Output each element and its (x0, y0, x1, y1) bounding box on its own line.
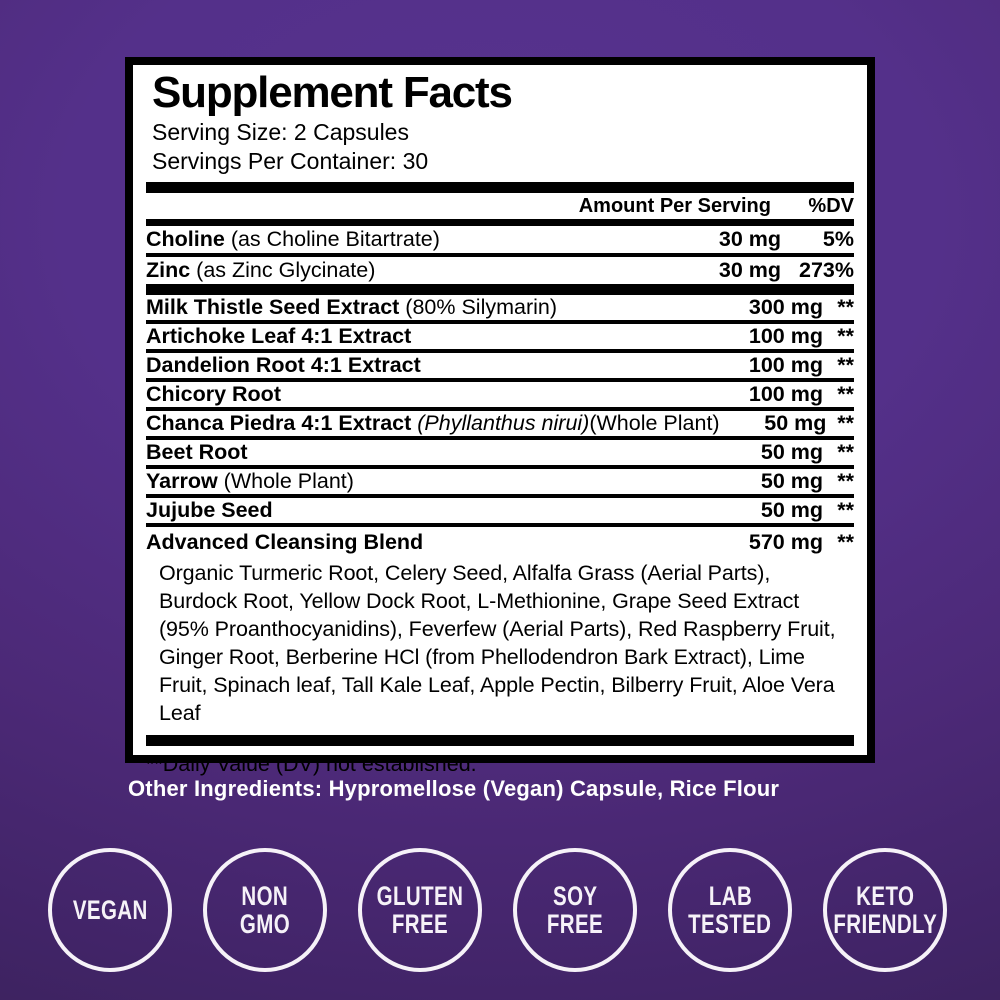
ingredient-name: Artichoke Leaf 4:1 Extract (146, 324, 412, 348)
table-row-dandelion (146, 353, 854, 382)
other-ingredients: Other Ingredients: Hypromellose (Vegan) Capsule, Rice Flour (128, 776, 780, 801)
amount-value: 100 mg (748, 382, 823, 406)
table-row-chanca-piedra (146, 411, 854, 440)
ingredient-name: Zinc (as Zinc Glycinate) (146, 258, 376, 282)
ingredient-name: Jujube Seed (146, 498, 273, 522)
ingredient-name: Dandelion Root 4:1 Extract (146, 353, 421, 377)
badge-label: GLUTEN (376, 881, 464, 911)
serving-size: Serving Size: 2 Capsules (152, 119, 409, 145)
ingredient-name: Chanca Piedra 4:1 Extract (Phyllanthus nirui)(Whole Plant) (146, 411, 720, 435)
dv-value: ** (837, 324, 854, 348)
badge-non-gmo (203, 848, 327, 972)
ingredient-name: Milk Thistle Seed Extract (80% Silymarin) (146, 295, 558, 319)
badge-label: TESTED (688, 909, 772, 939)
badge-label: FREE (546, 909, 604, 939)
amount-value: 570 mg (748, 530, 823, 554)
amount-value: 300 mg (748, 295, 823, 319)
amount-value: 50 mg (764, 411, 827, 435)
badge-vegan (48, 848, 172, 972)
panel-title: Supplement Facts (152, 68, 512, 117)
divider-bar-thick (146, 182, 854, 193)
table-row-milk-thistle (146, 295, 854, 324)
badge-label: GMO (239, 909, 291, 939)
badge-gluten-free (358, 848, 482, 972)
ingredient-name: Chicory Root (146, 382, 281, 406)
badge-label: SOY (552, 881, 598, 911)
table-row-artichoke (146, 324, 854, 353)
column-header-dv: %DV (808, 194, 854, 217)
column-header-amount: Amount Per Serving (578, 194, 771, 217)
dv-value: ** (837, 530, 854, 554)
badge-label: FREE (391, 909, 449, 939)
badge-label: FRIENDLY (833, 909, 937, 939)
ingredient-name: Beet Root (146, 440, 248, 464)
dv-value: ** (837, 469, 854, 493)
ingredient-name: Advanced Cleansing Blend (146, 530, 424, 554)
amount-value: 100 mg (748, 324, 823, 348)
amount-value: 50 mg (760, 440, 823, 464)
table-row-yarrow (146, 469, 854, 498)
supplement-facts-panel (125, 57, 875, 776)
ingredient-name: Choline (as Choline Bitartrate) (146, 227, 440, 251)
badge-label: NON (241, 881, 289, 911)
ingredient-name: Yarrow (Whole Plant) (146, 469, 354, 493)
blend-ingredient-list: Organic Turmeric Root, Celery Seed, Alfalfa Grass (Aerial Parts), Burdock Root, Yellow Dock Root, L-Methionine, Grape Seed Extract (95% Proanthocyanidins), Feverfew (Aerial Parts), Red Raspberry Fruit, Ginger Root, Berberine HCl (from Phellodendron Bark Extract), Lime Fruit, Spinach leaf, Tall Kale Leaf, Apple Pectin, Bilberry Fruit, Aloe Vera Leaf (159, 561, 836, 725)
amount-value: 50 mg (760, 498, 823, 522)
daily-value-footnote: **Daily Value (DV) not established. (146, 752, 477, 776)
dv-value: ** (837, 382, 854, 406)
dv-value: 5% (822, 227, 854, 251)
amount-value: 50 mg (760, 469, 823, 493)
badge-label: VEGAN (72, 895, 148, 925)
amount-value: 30 mg (718, 227, 781, 251)
table-row-choline (146, 226, 854, 257)
badge-soy-free (513, 848, 637, 972)
amount-value: 30 mg (718, 258, 781, 282)
amount-value: 100 mg (748, 353, 823, 377)
divider-bar-medium (146, 219, 854, 226)
table-row-jujube (146, 498, 854, 527)
dv-value: 273% (799, 258, 854, 282)
badge-keto-friendly (823, 848, 947, 972)
dv-value: ** (837, 353, 854, 377)
column-header-row (146, 193, 854, 219)
table-row-cleansing-blend (146, 527, 854, 558)
dv-value: ** (837, 498, 854, 522)
badge-label: LAB (708, 881, 752, 911)
table-row-zinc (146, 257, 854, 284)
divider-bar-thick (146, 735, 854, 746)
dv-value: ** (837, 411, 854, 435)
table-row-chicory (146, 382, 854, 411)
servings-per-container: Servings Per Container: 30 (152, 148, 429, 174)
dv-value: ** (837, 295, 854, 319)
badge-lab-tested (668, 848, 792, 972)
dv-value: ** (837, 440, 854, 464)
badge-label: KETO (855, 881, 915, 911)
table-row-beet-root (146, 440, 854, 469)
divider-bar-thick (146, 284, 854, 295)
